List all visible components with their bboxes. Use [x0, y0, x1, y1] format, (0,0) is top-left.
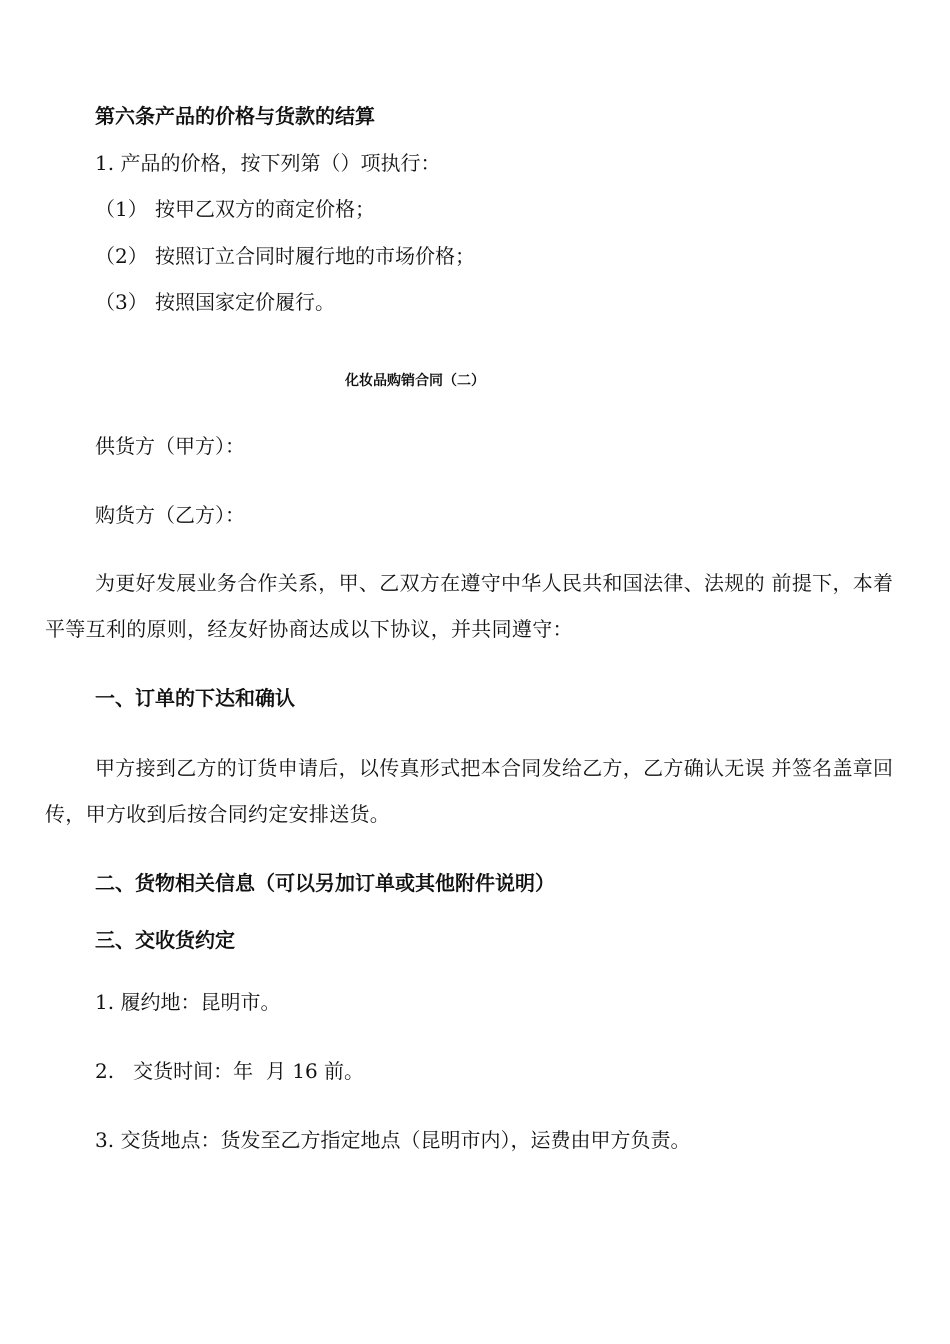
price-clause: 1. 产品的价格，按下列第（）项执行： [95, 151, 441, 175]
delivery-item: 1. 履约地：昆明市。 [95, 990, 281, 1014]
clause-paragraph: 甲方接到乙方的订货申请后，以传真形式把本合同发给乙方，乙方确认无误 并签名盖章回传，甲方收到后按合同约定安排送货。 [45, 756, 894, 826]
price-option [95, 246, 475, 266]
delivery-item: 3. 交货地点：货发至乙方指定地点（昆明市内），运费由甲方负责。 [95, 1128, 691, 1152]
option-text: 按甲乙双方的商定价格； [155, 197, 375, 221]
option-number: （1） [95, 197, 148, 221]
price-option [95, 292, 335, 312]
option-text: 按照国家定价履行。 [155, 290, 335, 314]
option-text: 按照订立合同时履行地的市场价格； [155, 244, 475, 268]
section-heading: 第六条产品的价格与货款的结算 [95, 104, 375, 128]
supplier-label: 供货方（甲方）： [95, 434, 245, 458]
preamble-paragraph: 为更好发展业务合作关系，甲、乙双方在遵守中华人民共和国法律、法规的 前提下，本着平等互利的原则，经友好协商达成以下协议，并共同遵守： [45, 571, 894, 641]
price-option [95, 199, 375, 219]
delivery-item: 2. 交货时间：年 月 16 前。 [95, 1059, 365, 1083]
contract-title: 化妆品购销合同（二） [345, 373, 485, 389]
option-number: （3） [95, 290, 148, 314]
clause-heading: 一、订单的下达和确认 [95, 686, 295, 710]
clause-heading: 二、货物相关信息（可以另加订单或其他附件说明） [95, 871, 555, 895]
clause-heading: 三、交收货约定 [95, 928, 235, 952]
buyer-label: 购货方（乙方）： [95, 503, 245, 527]
option-number: （2） [95, 244, 148, 268]
